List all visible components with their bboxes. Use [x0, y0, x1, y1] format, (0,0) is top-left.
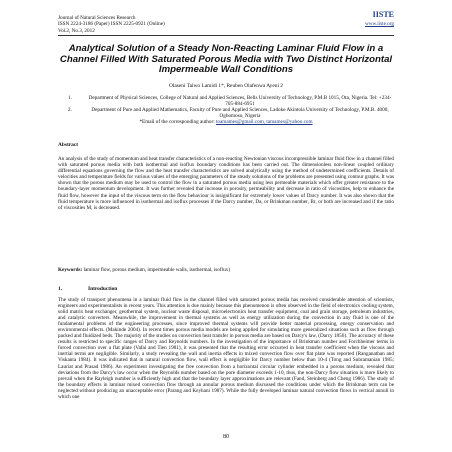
journal-url-link[interactable]: www.iiste.org: [365, 21, 394, 27]
iiste-logo: [373, 12, 394, 18]
paper-title: Analytical Solution of a Steady Non-Reacting Laminar Fluid Flow in a Channel Filled With Saturated Porous Media with Two Distinct Horizontal Impermeable Wall Conditions: [59, 43, 393, 75]
affiliation-number: 1.: [68, 95, 72, 101]
author-list: Olaseni Taiwo Lamidi 1*, Reuben Olafenwa Ayeni 2: [169, 83, 283, 89]
section-number: 1.: [58, 286, 63, 292]
affiliation-2: [60, 107, 392, 119]
abstract-text: An analysis of the study of momentum and heat transfer characteristics of a non-reacting Newtonian viscous incompressible laminar fluid flow in a channel filled with saturated porous media with both isothermal and isoflux boundary conditions has been carried out. The dimensionless non-linear coupled ordinary differential equations governing the flow and the heat transfer characteristics are solved analytically using the method of undetermined coefficients. Details of velocities and temperature fields for various values of the emerging parameters of the steady solutions of the problems are presented using contour graphs. It was shown that the porous medium may be used to control the flow in a saturated porous media using less permeable materials which offer greater resistance to the boundary-layer momentum development. It was further revealed that increase in porosity, permeability and decrease in ratio of viscosities, help to enhance the fluid flow, however the input of the viscous term on the flow behaviour is insignificant for extremely lower values of Darcy number. It was also shown that the fluid temperature is more influenced in isothermal and isoflux processes if the Darcy number, Da, or Brinkman number, Br, or both are increased and if the ratio of viscosities M, is decreased.: [58, 156, 394, 211]
affiliation-1: [60, 95, 392, 107]
journal-name: Journal of Natural Sciences Research: [58, 15, 136, 21]
keywords-label: Keywords:: [58, 267, 83, 273]
corresponding-author: [60, 119, 392, 125]
affiliation-number: 2.: [68, 107, 72, 114]
header-divider: [58, 35, 394, 36]
affiliations: [60, 95, 392, 125]
introduction-text: The study of transport phenomena in a laminar fluid flow in the channel filled with saturated porous media has received considerable attention of scientists, engineers and experimentalists in recent years. This attention is due mainly because this phenomenon is often observed in the field of electronics cooling system, solid matrix heat exchanger, geothermal system, nuclear waste disposal, microelectronics heat transfer equipment, coal and grain storage, petroleum industries, and catalytic converters. Meanwhile, the improvement in thermal systems as well as energy utilization during the convection in any fluid is one of the fundamental problems of the engineering processes, since improved thermal systems will provide better material processing, energy conservation and environmental effects. (Makinde 2004). In recent times porous media models are being applied for simulating more generalized situations such as flow through packed and fluidized beds. The majority of the studies on convection heat transfer in porous media are based on Darcy's law, (Darcy 1856). The accuracy of these results is restricted to specific ranges of Darcy and Reynolds numbers. In the investigation of the importance of Brinkman number and Forchheimer terms in forced convection over a flat plate (Vafai and Tien 1981), it was presented that the resulting error occurred in heat transfer coefficient when the viscous and inertial terms are negligible. Similarly, a study revealing the wall and inertia effects in mixed convection flow over flat plate was reported (Ranganathan and Viskanta 1984). It was indicated that in natural convection flow, wall effect is negligible for Darcy number below than 10-4 (Tong and Subramanian 1985; Lauriat and Prasad 1986). An experiment investigating the free convection from a horizontal circular cylinder embedded in a porous medium, revealed that deviations from the Darcy's law occur when the Reynolds number based on the pore diameter exceeds 1-10, thus, the non-Darcy flow situation is more likely to prevail when the Rayleigh number is sufficiently high and that the boundary layer approximations are relevant (Fand, Steinberg and Cheng 1986). The study of the boundary effects in laminar mixed convection flow through an annular porous medium discussed the conditions under which the Brinkman term can be neglected without producing an unacceptable error (Parang and Keyhani 1987). While the fully developed laminar natural convection flows in vertical annuli in which one: [58, 297, 394, 400]
abstract-heading: Abstract: [58, 142, 79, 148]
keywords: [58, 267, 394, 273]
corresponding-label: *Email of the corresponding author:: [139, 119, 216, 126]
keywords-text: laminar flow, porous medium, impermeable walls, isothermal, isoflux): [82, 267, 230, 273]
logo-text: IISTE: [372, 10, 394, 19]
journal-header: [58, 10, 394, 34]
page-number: 80: [223, 434, 229, 440]
affiliation-text: Department of Physical Sciences, College of Natural and Applied Sciences, Bells University of Technology, P.M.B 1015, Ota, Nigeria. Tel: +234-705-884-6951: [88, 95, 392, 108]
section-title: Introduction: [88, 286, 118, 292]
journal-volume: Vol.2, No.3, 2012: [58, 27, 95, 34]
corresponding-email-link[interactable]: toamames@gmail.com, tamames@yahoo.com: [215, 119, 313, 126]
affiliation-text: Department of Pure and Applied Mathematics, Faculty of Pure and Applied Sciences, Ladoke Akintola University of Technology, P.M.B. 4000, Ogbomoso, Nigeria: [91, 107, 389, 120]
journal-issn: ISSN 2224-3186 (Paper) ISSN 2225-0921 (Online): [58, 21, 165, 28]
introduction-heading: [58, 286, 117, 292]
